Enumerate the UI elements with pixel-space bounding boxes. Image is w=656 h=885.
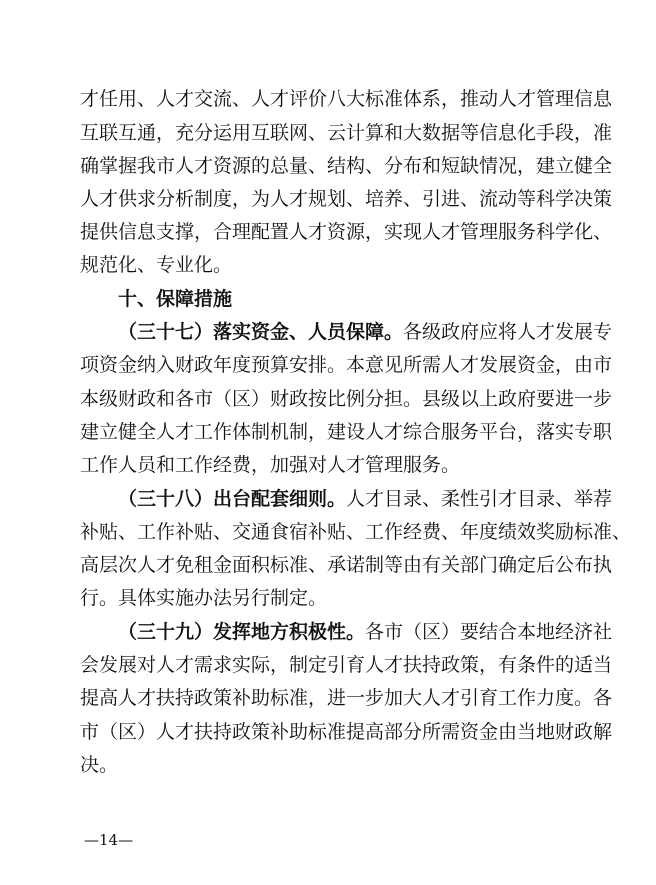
- paragraph-line: 互联互通，充分运用互联网、云计算和大数据等信息化手段，准: [80, 122, 613, 144]
- paragraph-line: 行。具体实施办法另行制定。: [80, 587, 328, 609]
- item-39-text: 各市（区）要结合本地经济社: [365, 621, 613, 643]
- item-37-label: （三十七）落实资金、人员保障。: [118, 321, 404, 343]
- paragraph-line: 本级财政和各市（区）财政按比例分担。县级以上政府要进一步: [80, 388, 613, 410]
- item-39-label: （三十九）发挥地方积极性。: [118, 621, 366, 643]
- paragraph-line: 规范化、专业化。: [80, 254, 233, 276]
- page-number: —14—: [84, 831, 134, 849]
- paragraph-line: 高层次人才免租金面积标准、承诺制等由有关部门确定后公布执: [80, 554, 613, 576]
- paragraph-line: 市（区）人才扶持政策补助标准提高部分所需资金由当地财政解: [80, 721, 613, 743]
- paragraph-line: 决。: [80, 754, 119, 776]
- paragraph-line: 建立健全人才工作体制机制，建设人才综合服务平台，落实专职: [80, 421, 613, 443]
- item-37-first-line: [118, 317, 613, 347]
- paragraph-line: 人才供求分析制度，为人才规划、培养、引进、流动等科学决策: [80, 188, 613, 210]
- item-38-first-line: [118, 484, 613, 514]
- paragraph-line: 才任用、人才交流、人才评价八大标准体系，推动人才管理信息: [80, 88, 613, 110]
- paragraph-line: 补贴、工作补贴、交通食宿补贴、工作经费、年度绩效奖励标准、: [80, 521, 632, 543]
- item-37-text: 各级政府应将人才发展专: [403, 321, 613, 343]
- paragraph-line: 项资金纳入财政年度预算安排。本意见所需人才发展资金，由市: [80, 354, 613, 376]
- paragraph-line: 提供信息支撑，合理配置人才资源，实现人才管理服务科学化、: [80, 221, 613, 243]
- paragraph-line: 工作人员和工作经费，加强对人才管理服务。: [80, 454, 461, 476]
- paragraph-line: 确掌握我市人才资源的总量、结构、分布和短缺情况，建立健全: [80, 155, 613, 177]
- item-39-first-line: [118, 617, 613, 647]
- paragraph-line: 会发展对人才需求实际，制定引育人才扶持政策，有条件的适当: [80, 654, 613, 676]
- section-heading: 十、保障措施: [118, 288, 233, 310]
- item-38-text: 人才目录、柔性引才目录、举荐: [346, 488, 613, 510]
- item-38-label: （三十八）出台配套细则。: [118, 488, 347, 510]
- paragraph-line: 提高人才扶持政策补助标准，进一步加大人才引育工作力度。各: [80, 687, 613, 709]
